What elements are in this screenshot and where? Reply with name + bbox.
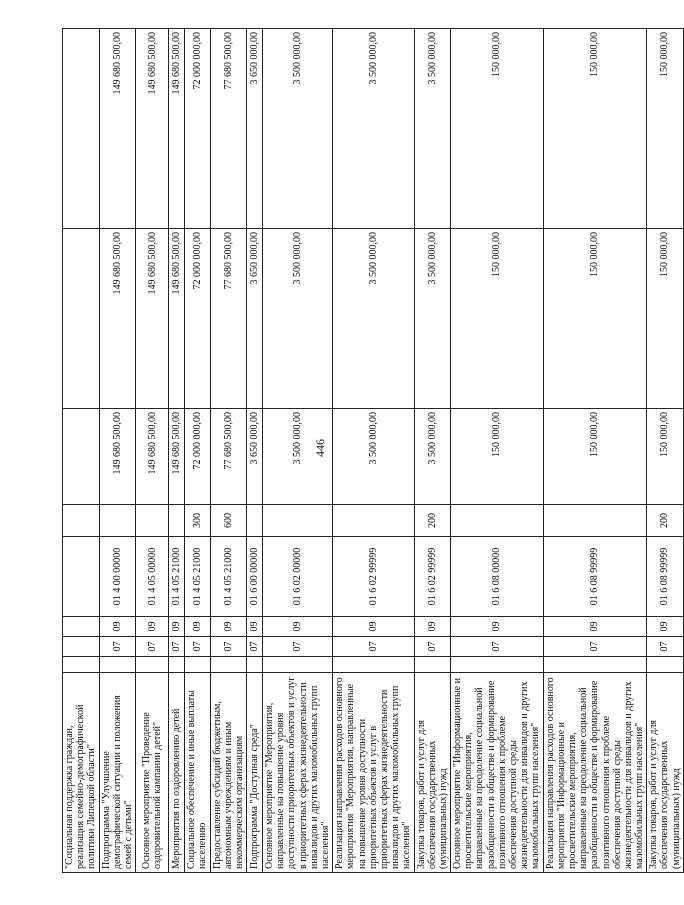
expense-type-cell	[543, 505, 647, 537]
expense-type-cell	[333, 505, 414, 537]
amount-year-1-cell: 3 500 000,00	[263, 409, 333, 505]
section-code-cell: 07	[247, 637, 263, 657]
ved-code-cell	[169, 657, 185, 673]
expense-type-cell	[136, 505, 169, 537]
expense-type-cell	[99, 505, 136, 537]
amount-year-3-cell: 150 000,00	[543, 29, 647, 229]
budget-table-frame	[62, 29, 682, 873]
ved-code-cell	[99, 657, 136, 673]
amount-year-3-cell: 3 500 000,00	[263, 29, 333, 229]
amount-year-3-cell: 149 680 500,00	[136, 29, 169, 229]
ved-code-cell	[136, 657, 169, 673]
ved-code-cell	[647, 657, 684, 673]
section-code-cell	[63, 637, 100, 657]
subsection-code-cell: 09	[414, 617, 451, 637]
subsection-code-cell: 09	[263, 617, 333, 637]
table-row	[63, 29, 100, 873]
expense-type-cell: 300	[185, 505, 210, 537]
target-article-cell: 01 6 08 00000	[451, 537, 544, 617]
amount-year-2-cell	[63, 229, 100, 409]
table-row	[263, 29, 333, 873]
table-row	[185, 29, 210, 873]
subsection-code-cell: 09	[333, 617, 414, 637]
expense-type-cell: 600	[210, 505, 247, 537]
subsection-code-cell: 09	[647, 617, 684, 637]
amount-year-1-cell: 149 680 500,00	[99, 409, 136, 505]
page-number: 446	[313, 439, 327, 457]
expense-type-cell	[263, 505, 333, 537]
item-name-cell: Основное мероприятие "Проведение оздоровительной кампании детей"	[136, 673, 169, 873]
section-code-cell: 07	[136, 637, 169, 657]
subsection-code-cell: 09	[99, 617, 136, 637]
item-name-cell: Закупка товаров, работ и услуг для обеспечения государственных (муниципальных) нужд	[414, 673, 451, 873]
subsection-code-cell: 09	[136, 617, 169, 637]
subsection-code-cell: 09	[543, 617, 647, 637]
amount-year-1-cell: 3 500 000,00	[333, 409, 414, 505]
amount-year-3-cell: 3 650 000,00	[247, 29, 263, 229]
amount-year-2-cell: 149 680 500,00	[99, 229, 136, 409]
section-code-cell: 07	[543, 637, 647, 657]
target-article-cell: 01 4 00 00000	[99, 537, 136, 617]
section-code-cell: 07	[99, 637, 136, 657]
section-code-cell: 07	[263, 637, 333, 657]
item-name-cell: Основное мероприятие "Информационные и просветительские мероприятия, направленные на преодоление социальной разобщенности в обществе и формирование позитивного отношения к проблеме обеспечения доступной среды жизнедеятельности для инвалидов и других маломобильных групп населения"	[451, 673, 544, 873]
item-name-cell: Социальное обеспечение и иные выплаты населению	[185, 673, 210, 873]
target-article-cell: 01 4 05 21000	[210, 537, 247, 617]
amount-year-2-cell: 3 500 000,00	[414, 229, 451, 409]
expense-type-cell	[451, 505, 544, 537]
table-body	[63, 29, 684, 873]
amount-year-3-cell: 150 000,00	[647, 29, 684, 229]
item-name-cell: Основное мероприятие "Мероприятия, направленные на повышение уровня доступности приоритетных объектов и услуг в приоритетных сферах жизнедеятельности инвалидов и других маломобильных групп населения"	[263, 673, 333, 873]
amount-year-1-cell: 3 650 000,00	[247, 409, 263, 505]
item-name-cell: Мероприятия по оздоровлению детей	[169, 673, 185, 873]
section-code-cell: 07	[647, 637, 684, 657]
subsection-code-cell: 09	[210, 617, 247, 637]
amount-year-1-cell: 149 680 500,00	[136, 409, 169, 505]
amount-year-2-cell: 77 680 500,00	[210, 229, 247, 409]
section-code-cell: 07	[169, 637, 185, 657]
amount-year-2-cell: 150 000,00	[543, 229, 647, 409]
ved-code-cell	[451, 657, 544, 673]
amount-year-1-cell: 150 000,00	[543, 409, 647, 505]
amount-year-1-cell: 3 500 000,00	[414, 409, 451, 505]
subsection-code-cell	[63, 617, 100, 637]
amount-year-2-cell: 3 500 000,00	[263, 229, 333, 409]
item-name-cell: Предоставление субсидий бюджетным, автономным учреждениям и иным некоммерческим организациям	[210, 673, 247, 873]
table-row	[210, 29, 247, 873]
amount-year-3-cell: 72 000 000,00	[185, 29, 210, 229]
subsection-code-cell: 09	[169, 617, 185, 637]
table-row	[136, 29, 169, 873]
expense-type-cell	[63, 505, 100, 537]
item-name-cell: Реализация направления расходов основного мероприятия "Мероприятия, направленные на повышение уровня доступности приоритетных объектов и услуг в приоритетных сферах жизнедеятельности инвалидов и других маломобильных групп населения"	[333, 673, 414, 873]
table-row	[543, 29, 647, 873]
target-article-cell: 01 4 05 21000	[185, 537, 210, 617]
amount-year-2-cell: 3 650 000,00	[247, 229, 263, 409]
expense-type-cell: 200	[647, 505, 684, 537]
table-row	[333, 29, 414, 873]
expense-type-cell: 200	[414, 505, 451, 537]
table-row	[99, 29, 136, 873]
amount-year-2-cell: 150 000,00	[451, 229, 544, 409]
table-row	[247, 29, 263, 873]
section-code-cell: 07	[185, 637, 210, 657]
amount-year-3-cell: 149 680 500,00	[169, 29, 185, 229]
amount-year-1-cell: 150 000,00	[451, 409, 544, 505]
section-code-cell: 07	[210, 637, 247, 657]
subsection-code-cell: 09	[247, 617, 263, 637]
target-article-cell: 01 6 02 99999	[414, 537, 451, 617]
item-name-cell: Подпрограмма "Доступная среда"	[247, 673, 263, 873]
amount-year-2-cell: 149 680 500,00	[169, 229, 185, 409]
expense-type-cell	[247, 505, 263, 537]
table-row	[451, 29, 544, 873]
amount-year-3-cell: 149 680 500,00	[99, 29, 136, 229]
amount-year-2-cell: 149 680 500,00	[136, 229, 169, 409]
amount-year-3-cell	[63, 29, 100, 229]
amount-year-2-cell: 72 000 000,00	[185, 229, 210, 409]
table-row	[647, 29, 684, 873]
amount-year-3-cell: 77 680 500,00	[210, 29, 247, 229]
target-article-cell: 01 6 02 00000	[263, 537, 333, 617]
amount-year-1-cell: 77 680 500,00	[210, 409, 247, 505]
amount-year-1-cell: 149 680 500,00	[169, 409, 185, 505]
section-code-cell: 07	[451, 637, 544, 657]
amount-year-3-cell: 3 500 000,00	[333, 29, 414, 229]
target-article-cell: 01 4 05 21000	[169, 537, 185, 617]
amount-year-2-cell: 150 000,00	[647, 229, 684, 409]
section-code-cell: 07	[333, 637, 414, 657]
ved-code-cell	[63, 657, 100, 673]
subsection-code-cell: 09	[185, 617, 210, 637]
ved-code-cell	[543, 657, 647, 673]
amount-year-1-cell: 72 000 000,00	[185, 409, 210, 505]
amount-year-3-cell: 150 000,00	[451, 29, 544, 229]
target-article-cell: 01 6 08 99999	[543, 537, 647, 617]
target-article-cell: 01 6 00 00000	[247, 537, 263, 617]
amount-year-2-cell: 3 500 000,00	[333, 229, 414, 409]
ved-code-cell	[247, 657, 263, 673]
subsection-code-cell: 09	[451, 617, 544, 637]
item-name-cell: "Социальная поддержка граждан, реализация семейно-демографической политики Липецкой области"	[63, 673, 100, 873]
ved-code-cell	[333, 657, 414, 673]
ved-code-cell	[263, 657, 333, 673]
budget-table	[62, 28, 684, 873]
table-row	[169, 29, 185, 873]
target-article-cell: 01 4 05 00000	[136, 537, 169, 617]
ved-code-cell	[414, 657, 451, 673]
expense-type-cell	[169, 505, 185, 537]
ved-code-cell	[210, 657, 247, 673]
amount-year-1-cell: 150 000,00	[647, 409, 684, 505]
target-article-cell: 01 6 02 99999	[333, 537, 414, 617]
target-article-cell	[63, 537, 100, 617]
amount-year-3-cell: 3 500 000,00	[414, 29, 451, 229]
target-article-cell: 01 6 08 99999	[647, 537, 684, 617]
amount-year-1-cell	[63, 409, 100, 505]
section-code-cell: 07	[414, 637, 451, 657]
item-name-cell: Подпрограмма "Улучшение демографической ситуации и положения семей с детьми"	[99, 673, 136, 873]
table-row	[414, 29, 451, 873]
item-name-cell: Закупка товаров, работ и услуг для обеспечения государственных (муниципальных) нужд	[647, 673, 684, 873]
ved-code-cell	[185, 657, 210, 673]
item-name-cell: Реализация направления расходов основного мероприятия "Информационные и просветительские мероприятия, направленные на преодоление социальной разобщенности в обществе и формирование позитивного отношения к проблеме обеспечения доступной среды жизнедеятельности для инвалидов и других маломобильных групп населения"	[543, 673, 647, 873]
